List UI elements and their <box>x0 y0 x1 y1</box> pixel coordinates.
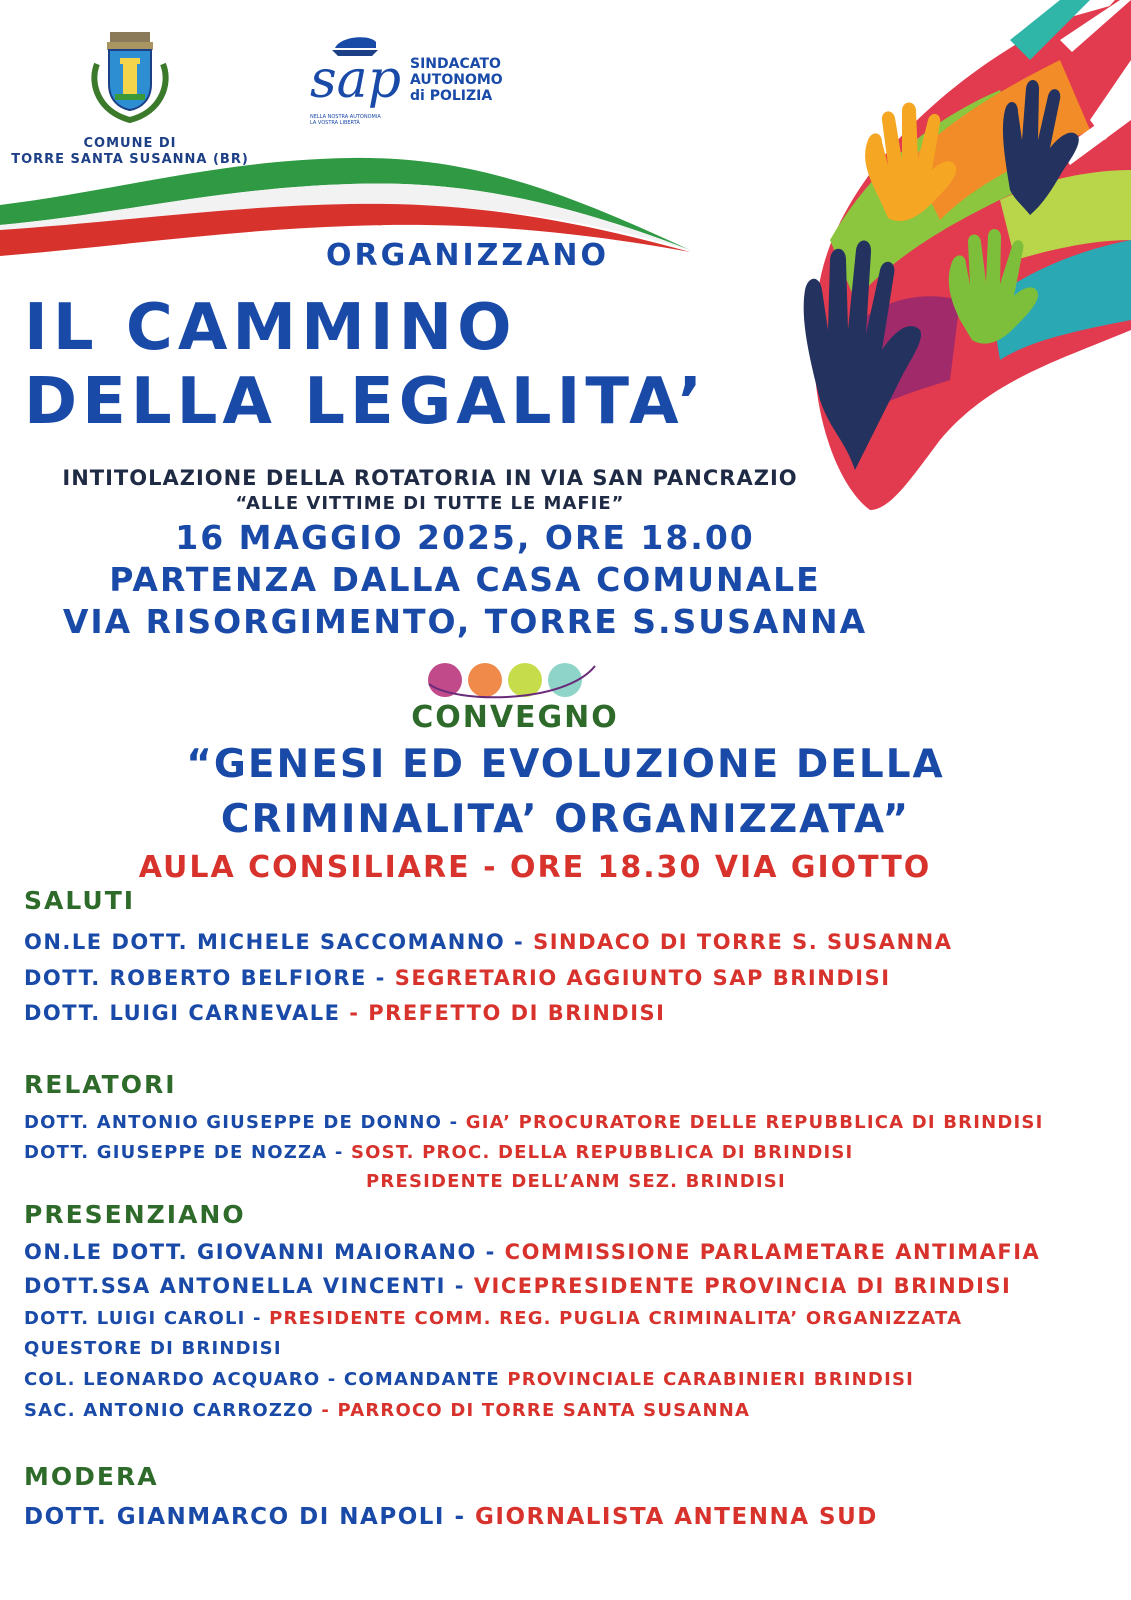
person-name: DOTT. GIUSEPPE DE NOZZA - <box>24 1142 351 1163</box>
person-role: - PREFETTO DI BRINDISI <box>349 1001 666 1025</box>
saluti-item <box>24 930 952 954</box>
sap-tagline1: NELLA NOSTRA AUTONOMIA <box>310 114 381 120</box>
presenziano-item <box>24 1308 962 1329</box>
intitolazione-line2: “ALLE VITTIME DI TUTTE LE MAFIE” <box>235 493 625 514</box>
person-role: GIA’ PROCURATORE DELLE REPUBBLICA DI BRINDISI <box>465 1112 1044 1133</box>
sap-line1: SINDACATO <box>410 56 501 72</box>
sap-line3: di POLIZIA <box>410 88 493 104</box>
person-role: COMMISSIONE PARLAMETARE ANTIMAFIA <box>504 1240 1041 1264</box>
modera-item <box>24 1504 878 1530</box>
saluti-item <box>24 966 891 990</box>
relatori-item <box>24 1112 1043 1133</box>
event-address: VIA RISORGIMENTO, TORRE S.SUSANNA <box>62 602 868 641</box>
comune-label-line1: COMUNE DI <box>83 136 177 151</box>
presenziano-item <box>24 1274 1011 1298</box>
convegno-location: AULA CONSILIARE - ORE 18.30 VIA GIOTTO <box>138 850 932 885</box>
person-name: DOTT. LUIGI CARNEVALE <box>24 1001 350 1025</box>
convegno-label: CONVEGNO <box>411 700 619 735</box>
presenziano-item <box>24 1369 914 1390</box>
person-role: GIORNALISTA ANTENNA SUD <box>475 1504 878 1530</box>
saluti-heading: SALUTI <box>24 886 136 915</box>
event-departure: PARTENZA DALLA CASA COMUNALE <box>109 560 821 599</box>
main-title-line2: DELLA LEGALITA’ <box>24 365 708 439</box>
intitolazione-line1: INTITOLAZIONE DELLA ROTATORIA IN VIA SAN PANCRAZIO <box>62 466 798 490</box>
person-name: DOTT. GIANMARCO DI NAPOLI - <box>24 1504 476 1530</box>
comune-label <box>0 136 260 168</box>
main-title-line1: IL CAMMINO <box>24 291 517 365</box>
comune-label-line2: TORRE SANTA SUSANNA (BR) <box>11 152 249 167</box>
person-name: QUESTORE DI BRINDISI <box>24 1338 282 1359</box>
person-role: SOST. PROC. DELLA REPUBBLICA DI BRINDISI <box>351 1142 854 1163</box>
presenziano-item <box>24 1338 282 1359</box>
person-role: PROVINCIALE CARABINIERI BRINDISI <box>507 1369 915 1390</box>
saluti-item <box>24 1001 665 1025</box>
person-role: SINDACO DI TORRE S. SUSANNA <box>533 930 953 954</box>
sap-line2: AUTONOMO <box>410 72 503 88</box>
relatori-item <box>24 1142 853 1163</box>
presenziano-item <box>24 1240 1040 1264</box>
organizzano-label: ORGANIZZANO <box>325 238 610 273</box>
person-name: SAC. ANTONIO CARROZZO <box>24 1400 322 1421</box>
presenziano-item <box>24 1400 750 1421</box>
colored-dots-divider <box>425 660 605 700</box>
person-name: COL. LEONARDO ACQUARO - COMANDANTE <box>24 1369 508 1390</box>
person-role: VICEPRESIDENTE PROVINCIA DI BRINDISI <box>473 1274 1012 1298</box>
modera-heading: MODERA <box>24 1462 159 1491</box>
convegno-title-line2: CRIMINALITA’ ORGANIZZATA” <box>220 797 911 842</box>
sap-logo <box>310 30 520 135</box>
person-name: DOTT.SSA ANTONELLA VINCENTI - <box>24 1274 474 1298</box>
person-name: DOTT. ROBERTO BELFIORE - <box>24 966 395 990</box>
presenziano-heading: PRESENZIANO <box>24 1200 246 1229</box>
person-name: ON.LE DOTT. GIOVANNI MAIORANO - <box>24 1240 505 1264</box>
relatori-extra-role: PRESIDENTE DELL’ANM SEZ. BRINDISI <box>366 1171 786 1192</box>
person-name: DOTT. ANTONIO GIUSEPPE DE DONNO - <box>24 1112 466 1133</box>
convegno-title-line1: “GENESI ED EVOLUZIONE DELLA <box>186 742 945 787</box>
person-name: ON.LE DOTT. MICHELE SACCOMANNO - <box>24 930 534 954</box>
relatori-heading: RELATORI <box>24 1070 177 1099</box>
person-role: PRESIDENTE COMM. REG. PUGLIA CRIMINALITA’ ORGANIZZATA <box>269 1308 963 1329</box>
person-role: SEGRETARIO AGGIUNTO SAP BRINDISI <box>394 966 891 990</box>
sap-monogram: sap <box>310 50 401 110</box>
comune-crest-logo <box>85 24 175 124</box>
person-role: - PARROCO DI TORRE SANTA SUSANNA <box>321 1400 751 1421</box>
sap-tagline2: LA VOSTRA LIBERTÀ <box>310 120 360 126</box>
person-name: DOTT. LUIGI CAROLI - <box>24 1308 270 1329</box>
event-date: 16 MAGGIO 2025, ORE 18.00 <box>175 518 755 557</box>
